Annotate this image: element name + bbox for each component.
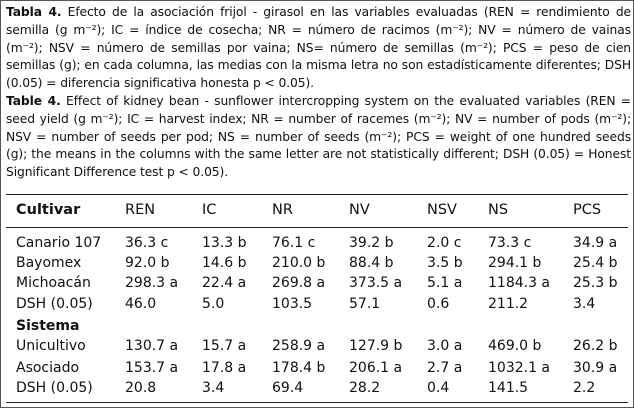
row-label: Canario 107 [16, 235, 102, 251]
table-cell: 2.2 [573, 380, 596, 396]
table-cell: 69.4 [272, 380, 304, 396]
table-cell: 2.0 c [427, 235, 462, 251]
table-cell: 153.7 a [125, 360, 179, 376]
table-cell: 3.4 [573, 296, 596, 312]
header-ic: IC [202, 202, 217, 218]
table-cell: 211.2 [488, 296, 529, 312]
section-header: Sistema [16, 318, 80, 334]
table-cell: 269.8 a [272, 275, 326, 291]
table-header-rule [6, 227, 628, 228]
table-cell: 17.8 a [202, 360, 247, 376]
table-cell: 26.2 b [573, 338, 618, 354]
table-cell: 373.5 a [349, 275, 403, 291]
table-cell: 2.7 a [427, 360, 463, 376]
header-nv: NV [349, 202, 370, 218]
table-cell: 206.1 a [349, 360, 403, 376]
table-cell: 46.0 [125, 296, 157, 312]
table-cell: 25.3 b [573, 275, 618, 291]
table-cell: 178.4 b [272, 360, 326, 376]
table-cell: 3.5 b [427, 255, 463, 271]
caption-spanish [6, 4, 631, 93]
row-label: Michoacán [16, 275, 91, 291]
table-cell: 57.1 [349, 296, 381, 312]
table-cell: 28.2 [349, 380, 381, 396]
table-cell: 5.0 [202, 296, 225, 312]
table-cell: 130.7 a [125, 338, 179, 354]
header-pcs: PCS [573, 202, 602, 218]
table-bottom-rule [6, 402, 628, 403]
table-cell: 103.5 [272, 296, 313, 312]
table-cell: 0.4 [427, 380, 450, 396]
table-cell: 73.3 c [488, 235, 532, 251]
table-cell: 5.1 a [427, 275, 463, 291]
table-cell: 0.6 [427, 296, 450, 312]
header-cultivar: Cultivar [16, 202, 81, 218]
table-cell: 15.7 a [202, 338, 247, 354]
caption-english-text: Effect of kidney bean - sunflower intercropping system on the evaluated variables (REN = seed yield (g m⁻²); IC = harvest index; NR = number of racemes (m⁻²); NV = number of pods (m⁻²); NSV = number of seeds per pod; NS = number of seeds (m⁻²); PCS = weight of one hundred seeds (g); the means in the columns with the same letter are not statistically different; DSH (0.05) = Honest Significant Difference test p < 0.05). [6, 94, 631, 180]
caption-spanish-text: Efecto de la asociación frijol - girasol en las variables evaluadas (REN = rendimiento de semilla (g m⁻²); IC = índice de cosecha; NR = número de racimos (m⁻²); NV = número de vainas (m⁻²); NSV = número de semillas por vaina; NS= número de semillas (m⁻²); PCS = peso de cien semillas (g); en cada columna, las medias con la misma letra no son estadísticamente diferentes; DSH (0.05) = diferencia significativa honesta p < 0.05). [6, 5, 632, 91]
table-cell: 14.6 b [202, 255, 247, 271]
table-cell: 20.8 [125, 380, 157, 396]
row-label: DSH (0.05) [16, 380, 93, 396]
caption-english [6, 93, 631, 182]
table-cell: 3.0 a [427, 338, 463, 354]
table-cell: 76.1 c [272, 235, 316, 251]
row-label: Asociado [16, 360, 80, 376]
table-cell: 258.9 a [272, 338, 326, 354]
table-cell: 1032.1 a [488, 360, 551, 376]
table-cell: 298.3 a [125, 275, 179, 291]
table-cell: 1184.3 a [488, 275, 551, 291]
row-label: Unicultivo [16, 338, 86, 354]
header-ns: NS [488, 202, 509, 218]
table-cell: 141.5 [488, 380, 529, 396]
table-cell: 294.1 b [488, 255, 542, 271]
table-cell: 92.0 b [125, 255, 170, 271]
row-label: DSH (0.05) [16, 296, 93, 312]
table-cell: 469.0 b [488, 338, 542, 354]
table-cell: 13.3 b [202, 235, 247, 251]
caption-english-label: Table 4. [6, 94, 61, 108]
table-cell: 127.9 b [349, 338, 403, 354]
table-cell: 25.4 b [573, 255, 618, 271]
table-top-rule [6, 194, 628, 195]
header-ren: REN [125, 202, 156, 218]
table-cell: 36.3 c [125, 235, 169, 251]
table-cell: 39.2 b [349, 235, 394, 251]
table-cell: 210.0 b [272, 255, 326, 271]
header-nsv: NSV [427, 202, 457, 218]
table-cell: 30.9 a [573, 360, 618, 376]
table-cell: 34.9 a [573, 235, 618, 251]
header-nr: NR [272, 202, 293, 218]
table-cell: 22.4 a [202, 275, 247, 291]
table-cell: 88.4 b [349, 255, 394, 271]
table-cell: 3.4 [202, 380, 225, 396]
caption-spanish-label: Tabla 4. [6, 5, 62, 19]
row-label: Bayomex [16, 255, 82, 271]
